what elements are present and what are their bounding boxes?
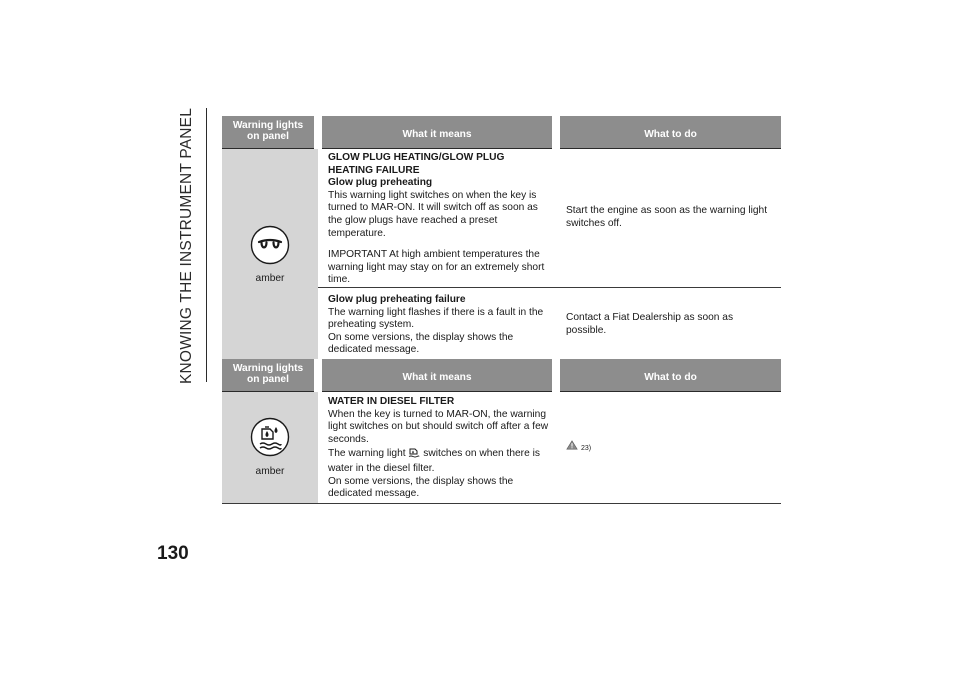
row-text-part: The warning light <box>328 447 406 459</box>
page-number: 130 <box>157 543 189 564</box>
action-cell: Contact a Fiat Dealership as soon as possible. <box>556 287 781 362</box>
warning-light-cell <box>222 149 318 363</box>
row-title: GLOW PLUG HEATING/GLOW PLUG HEATING FAILURE <box>328 152 505 176</box>
row-text: When the key is turned to MAR-ON, the warning light switches on but should switch off after a few seconds. <box>328 408 549 445</box>
header-what-to-do: What to do <box>556 116 781 149</box>
header-warning-lights: Warning lights on panel <box>222 116 318 149</box>
row-text-part: switches on when there is water in the diesel filter. <box>328 447 540 475</box>
row-note: IMPORTANT At high ambient temperatures the warning light may stay on for an extremely short time. <box>328 249 545 286</box>
header-warning-lights: Warning lights on panel <box>222 359 318 392</box>
water-in-fuel-small-icon <box>408 447 420 464</box>
water-in-fuel-icon <box>250 417 290 457</box>
glow-plug-warning-table <box>222 116 781 363</box>
header-what-to-do: What to do <box>556 359 781 392</box>
meaning-cell <box>318 287 556 362</box>
row-subtitle: Glow plug preheating failure <box>328 293 466 305</box>
table-row <box>222 392 781 504</box>
row-text: On some versions, the display shows the dedicated message. <box>328 331 514 356</box>
row-subtitle: Glow plug preheating <box>328 177 433 189</box>
action-cell <box>556 392 781 504</box>
meaning-cell <box>318 392 556 504</box>
icon-color-label: amber <box>255 273 285 285</box>
side-section-title: KNOWING THE INSTRUMENT PANEL <box>178 107 195 384</box>
warning-light-cell <box>222 392 318 504</box>
action-cell: Start the engine as soon as the warning light switches off. <box>556 149 781 288</box>
caution-reference <box>566 440 591 456</box>
table-header-row <box>222 116 781 149</box>
row-title: WATER IN DIESEL FILTER <box>328 396 455 408</box>
side-title-rule <box>206 108 207 382</box>
header-what-it-means: What it means <box>318 359 556 392</box>
row-text: The warning light flashes if there is a fault in the preheating system. <box>328 306 544 331</box>
table-header-row <box>222 359 781 392</box>
water-in-filter-warning-table <box>222 359 781 504</box>
row-text: On some versions, the display shows the dedicated message. <box>328 475 514 500</box>
row-text <box>328 447 552 476</box>
caution-triangle-icon <box>566 440 578 456</box>
row-text: This warning light switches on when the key is turned to MAR-ON. It will switch off as soon as the glow plugs have reached a preset temperature. <box>328 189 538 239</box>
icon-color-label: amber <box>255 465 285 477</box>
caution-reference-number: 23) <box>581 444 592 452</box>
meaning-cell <box>318 149 556 288</box>
header-what-it-means: What it means <box>318 116 556 149</box>
glow-plug-icon <box>250 225 290 265</box>
table-row <box>222 149 781 288</box>
